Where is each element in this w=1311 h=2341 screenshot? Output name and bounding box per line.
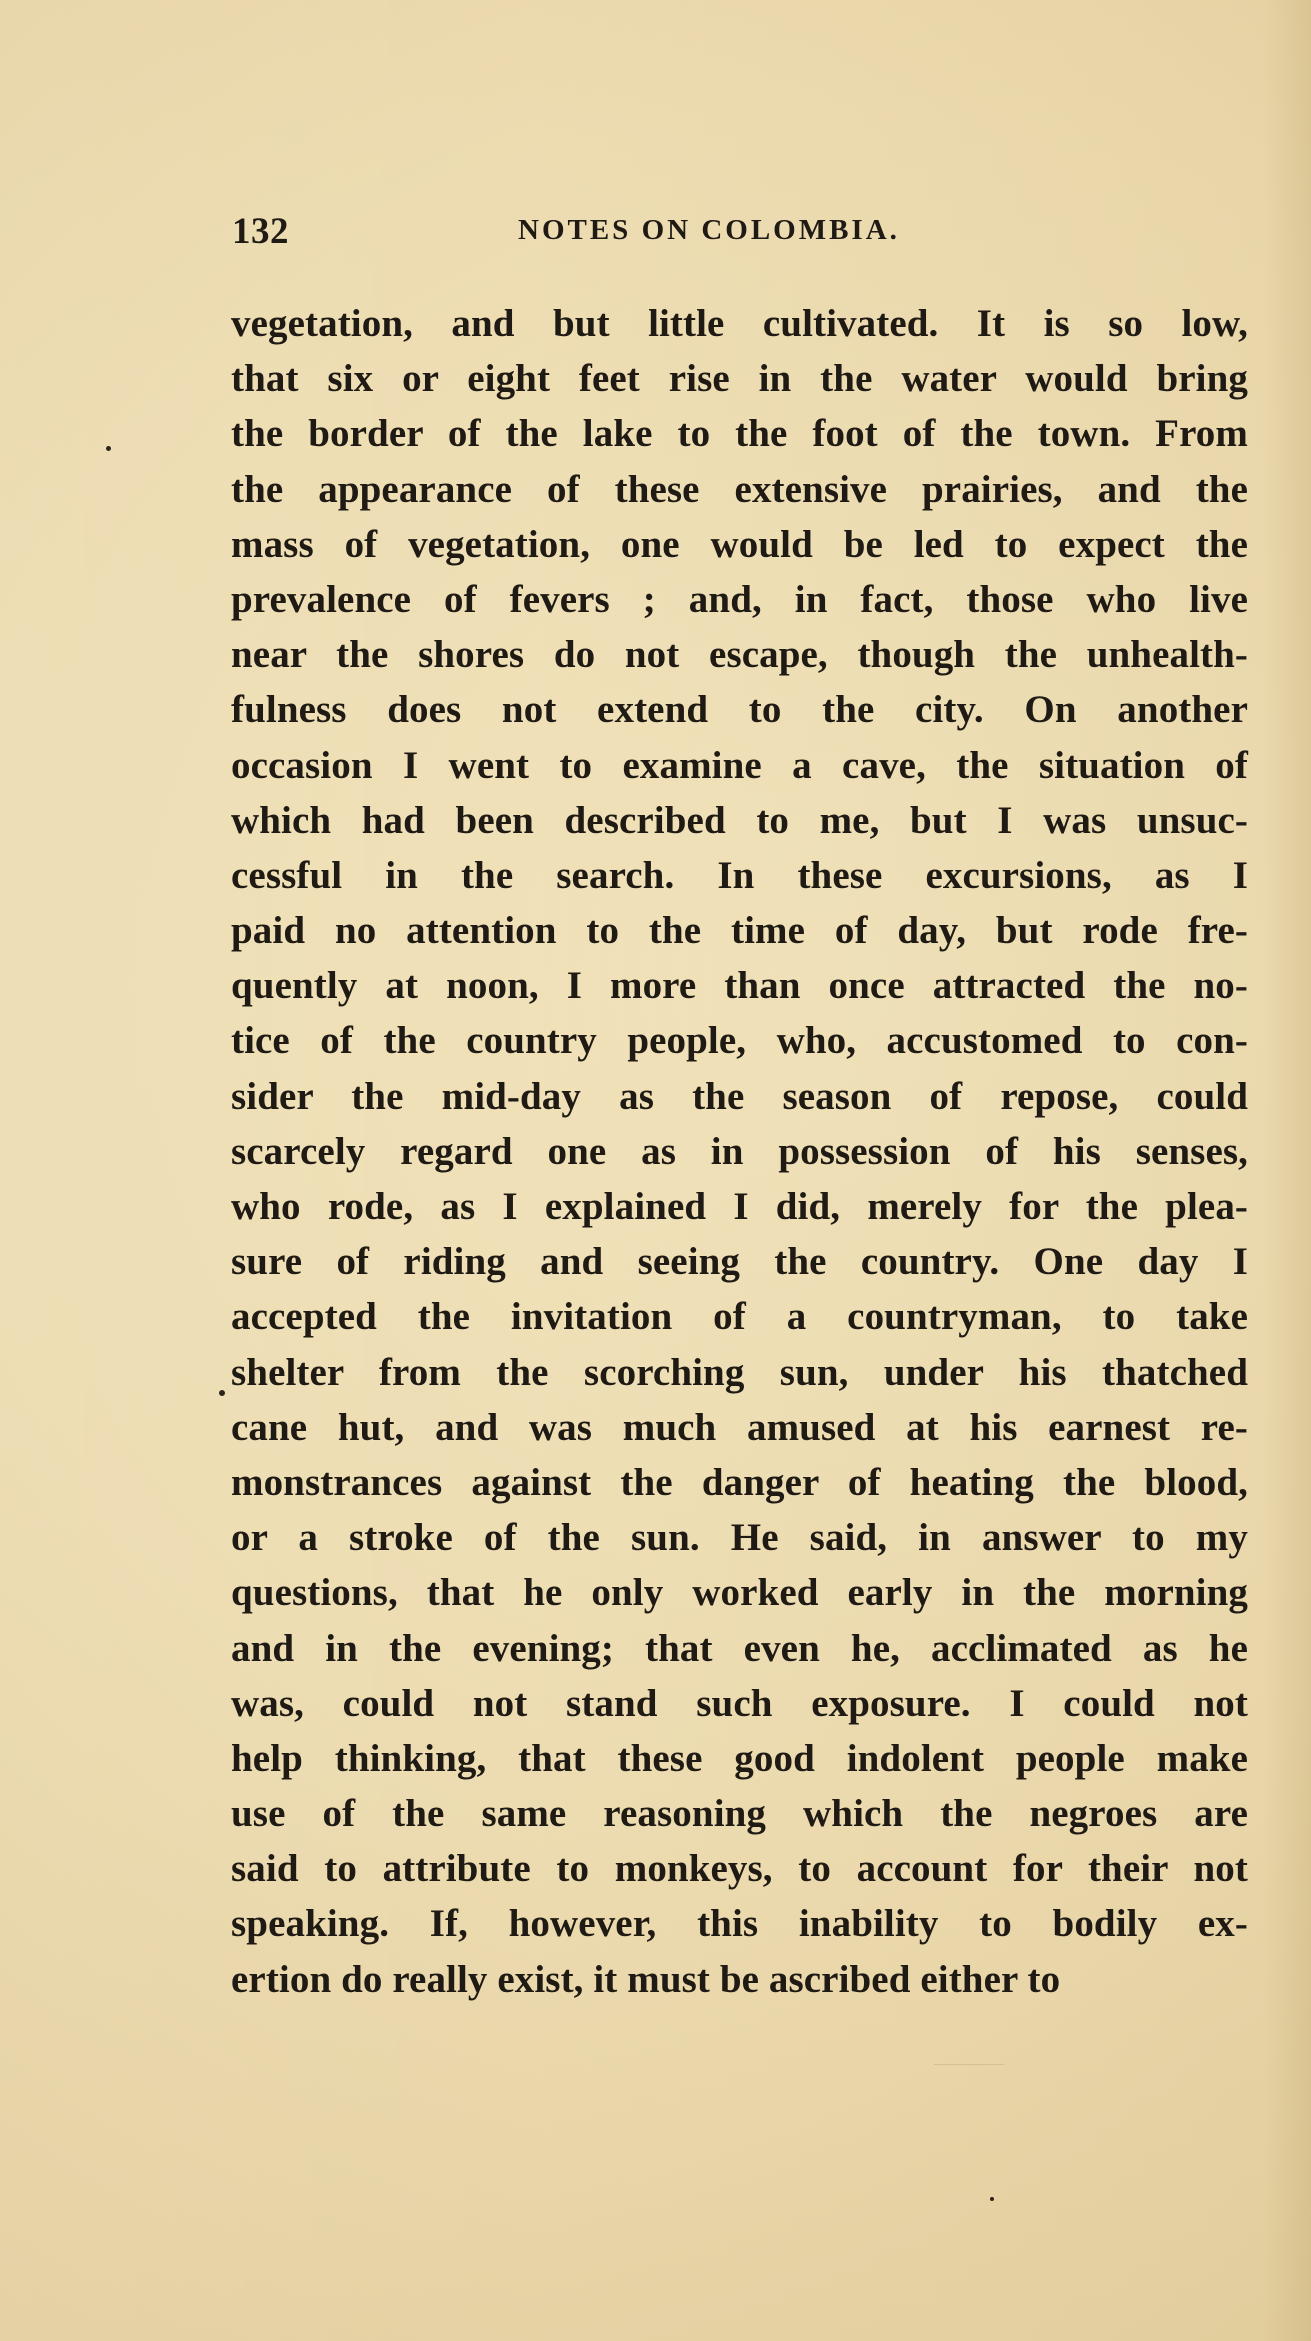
- text-line: who rode, as I explained I did, merely for the plea-: [231, 1185, 1248, 1228]
- text-line: scarcely regard one as in possession of his senses,: [231, 1129, 1248, 1173]
- text-line: occasion I went to examine a cave, the situation of: [231, 743, 1248, 787]
- margin-ink-speck: [219, 1390, 225, 1396]
- text-line: that six or eight feet rise in the water would bring: [231, 357, 1248, 401]
- text-line: prevalence of fevers ; and, in fact, those who live: [231, 577, 1248, 621]
- text-line: the appearance of these extensive prairies, and the: [231, 467, 1248, 511]
- margin-ink-speck: [106, 446, 111, 451]
- text-line: shelter from the scorching sun, under his thatched: [231, 1350, 1248, 1394]
- paper-mark: [934, 2064, 1004, 2065]
- text-line: sider the mid-day as the season of repose, could: [231, 1074, 1248, 1118]
- text-line: ertion do really exist, it must be ascribed either to: [231, 1957, 1061, 2001]
- text-line: said to attribute to monkeys, to account for their not: [231, 1847, 1248, 1891]
- text-line: the border of the lake to the foot of the town. From: [231, 412, 1248, 456]
- text-line: or a stroke of the sun. He said, in answer to my: [231, 1516, 1248, 1560]
- text-line: quently at noon, I more than once attracted the no-: [231, 964, 1248, 1008]
- text-line: monstrances against the danger of heating the blood,: [231, 1460, 1248, 1504]
- text-line: use of the same reasoning which the negroes are: [231, 1792, 1248, 1836]
- text-line: sure of riding and seeing the country. One day I: [231, 1240, 1248, 1284]
- text-line: speaking. If, however, this inability to bodily ex-: [231, 1902, 1248, 1946]
- text-line: vegetation, and but little cultivated. It is so low,: [231, 302, 1248, 345]
- text-line: help thinking, that these good indolent people make: [231, 1736, 1248, 1780]
- page-header: [232, 210, 1012, 258]
- running-title: NOTES ON COLOMBIA.: [518, 214, 900, 246]
- text-line: which had been described to me, but I was unsuc-: [231, 798, 1248, 842]
- text-line: tice of the country people, who, accustomed to con-: [231, 1019, 1248, 1063]
- text-line: was, could not stand such exposure. I could not: [231, 1681, 1248, 1725]
- text-line: mass of vegetation, one would be led to expect the: [231, 522, 1248, 566]
- margin-ink-speck: [990, 2197, 994, 2201]
- text-line: cessful in the search. In these excursions, as I: [231, 853, 1248, 897]
- text-line: accepted the invitation of a countryman, to take: [231, 1295, 1248, 1339]
- page-number: 132: [232, 211, 289, 252]
- body-text: [231, 296, 1248, 2007]
- page-gutter-shadow: [1263, 0, 1311, 2341]
- text-line: and in the evening; that even he, acclimated as he: [231, 1626, 1248, 1670]
- text-line: fulness does not extend to the city. On another: [231, 688, 1248, 732]
- text-line: questions, that he only worked early in the morning: [231, 1571, 1248, 1615]
- text-line: cane hut, and was much amused at his earnest re-: [231, 1405, 1248, 1449]
- text-line: paid no attention to the time of day, but rode fre-: [231, 909, 1248, 953]
- text-line: near the shores do not escape, though the unhealth-: [231, 633, 1248, 677]
